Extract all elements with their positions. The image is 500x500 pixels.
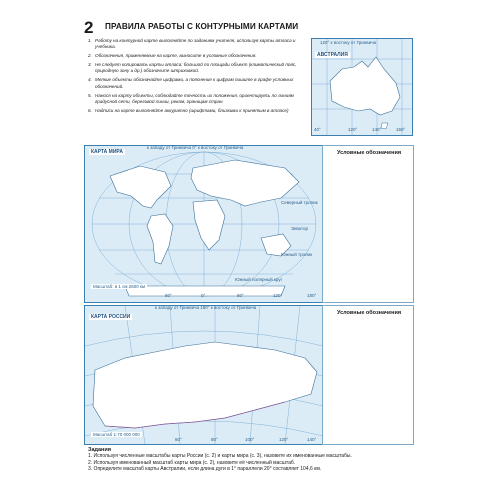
rule-number: 6.: [88, 107, 92, 113]
world-top-coord: к западу от Гринвича 0° к востоку от Гринвича: [147, 145, 244, 150]
rule-number: 5.: [88, 92, 92, 98]
australia-top-coord: 120° к востоку от Гринвича: [320, 40, 377, 45]
russia-map-label: КАРТА РОССИИ: [91, 314, 131, 320]
world-map-label: КАРТА МИРА: [91, 149, 123, 155]
russia-map: [84, 305, 324, 445]
rule-item: [88, 77, 308, 89]
rule-item: [88, 62, 308, 74]
rule-text: Не следует копировать карты атласа: большой по площади объект (климатический пояс, природную зону и др.) обозначьте штриховкой.: [95, 62, 297, 74]
australia-coord: 140°: [372, 127, 382, 132]
russia-map-graphic: [85, 306, 323, 444]
world-coord: 0°: [201, 293, 206, 298]
world-coord: 60°: [237, 293, 244, 298]
australia-coord: 40°: [314, 127, 321, 132]
rule-text: Нанося на карту объекты, соблюдайте точность их положения, ориентируясь по линиям градусной сети, береговой линии, рекам, границам стран.: [95, 92, 294, 104]
rule-item: [88, 93, 308, 105]
page-number: 2: [84, 18, 94, 37]
australia-map-label: АВСТРАЛИЯ: [317, 52, 348, 58]
task-item: 2. Используя именованный масштаб карты мира (с. 2), назовите её численный масштаб.: [88, 459, 296, 466]
russia-top-coord: к западу от Гринвича 180° к востоку от Гринвича: [155, 305, 257, 310]
rule-number: 3.: [88, 62, 92, 68]
australia-coord: 160°: [396, 127, 406, 132]
ocean-label-tropic-south: Южный тропик: [281, 252, 313, 257]
rules-list: [88, 38, 308, 117]
task-item: 1. Используя численные масштабы карты России (с. 2) и карты мира (с. 3), назовите их именованные масштабы.: [88, 453, 352, 460]
russia-coord: 120°: [279, 437, 289, 442]
russia-coord: 140°: [307, 437, 317, 442]
rule-text: Обозначения, применяемые на карте, выносите в условные обозначения.: [95, 53, 257, 59]
russia-coord: 100°: [245, 437, 255, 442]
world-map: [84, 145, 324, 303]
russia-coord: 60°: [175, 437, 182, 442]
world-coord: 60°: [165, 293, 172, 298]
australia-map: [311, 38, 413, 136]
ocean-label-polar: Южный полярный круг: [235, 277, 283, 282]
world-legend-title: Условные обозначения: [337, 150, 402, 156]
ocean-label-tropic-north: Северный тропик: [281, 200, 318, 205]
russia-coord: 80°: [211, 437, 218, 442]
russia-scale: Масштаб 1:70 000 000: [93, 432, 140, 437]
rule-number: 4.: [88, 77, 92, 83]
russia-legend-title: Условные обозначения: [337, 310, 402, 316]
rule-item: [88, 53, 308, 59]
rule-text: Надписи на карте выполняйте аккуратно (шрифтами, близкими к принятым в атласе): [95, 107, 289, 113]
world-legend-box: [322, 145, 414, 303]
world-scale: Масштаб: в 1 см 2600 км: [93, 284, 146, 289]
rule-item: [88, 38, 308, 50]
rule-text: Работу на контурной карте выполняйте по заданиям учителя, используя карты атласа и учебника.: [95, 38, 296, 50]
russia-legend-box: [322, 305, 414, 445]
world-coord: 120°: [273, 293, 283, 298]
world-map-graphic: [85, 146, 323, 302]
tasks-section: [88, 447, 418, 473]
rule-number: 2.: [88, 53, 92, 59]
rule-text: Мелкие объекты обозначайте цифрами, а пояснения к цифрам пишите в графе условных обозначений.: [95, 77, 294, 89]
world-coord: 180°: [307, 293, 317, 298]
rule-item: [88, 108, 308, 114]
page-title: ПРАВИЛА РАБОТЫ С КОНТУРНЫМИ КАРТАМИ: [105, 22, 299, 31]
rule-number: 1.: [88, 38, 92, 43]
ocean-label-equator: Экватор: [291, 226, 308, 231]
task-item: 3. Определите масштаб карты Австралии, если длина дуги в 1° параллели 20° составляет 104,6 км.: [88, 466, 322, 473]
tasks-heading: Задания: [88, 447, 111, 453]
australia-coord: 120°: [348, 127, 358, 132]
